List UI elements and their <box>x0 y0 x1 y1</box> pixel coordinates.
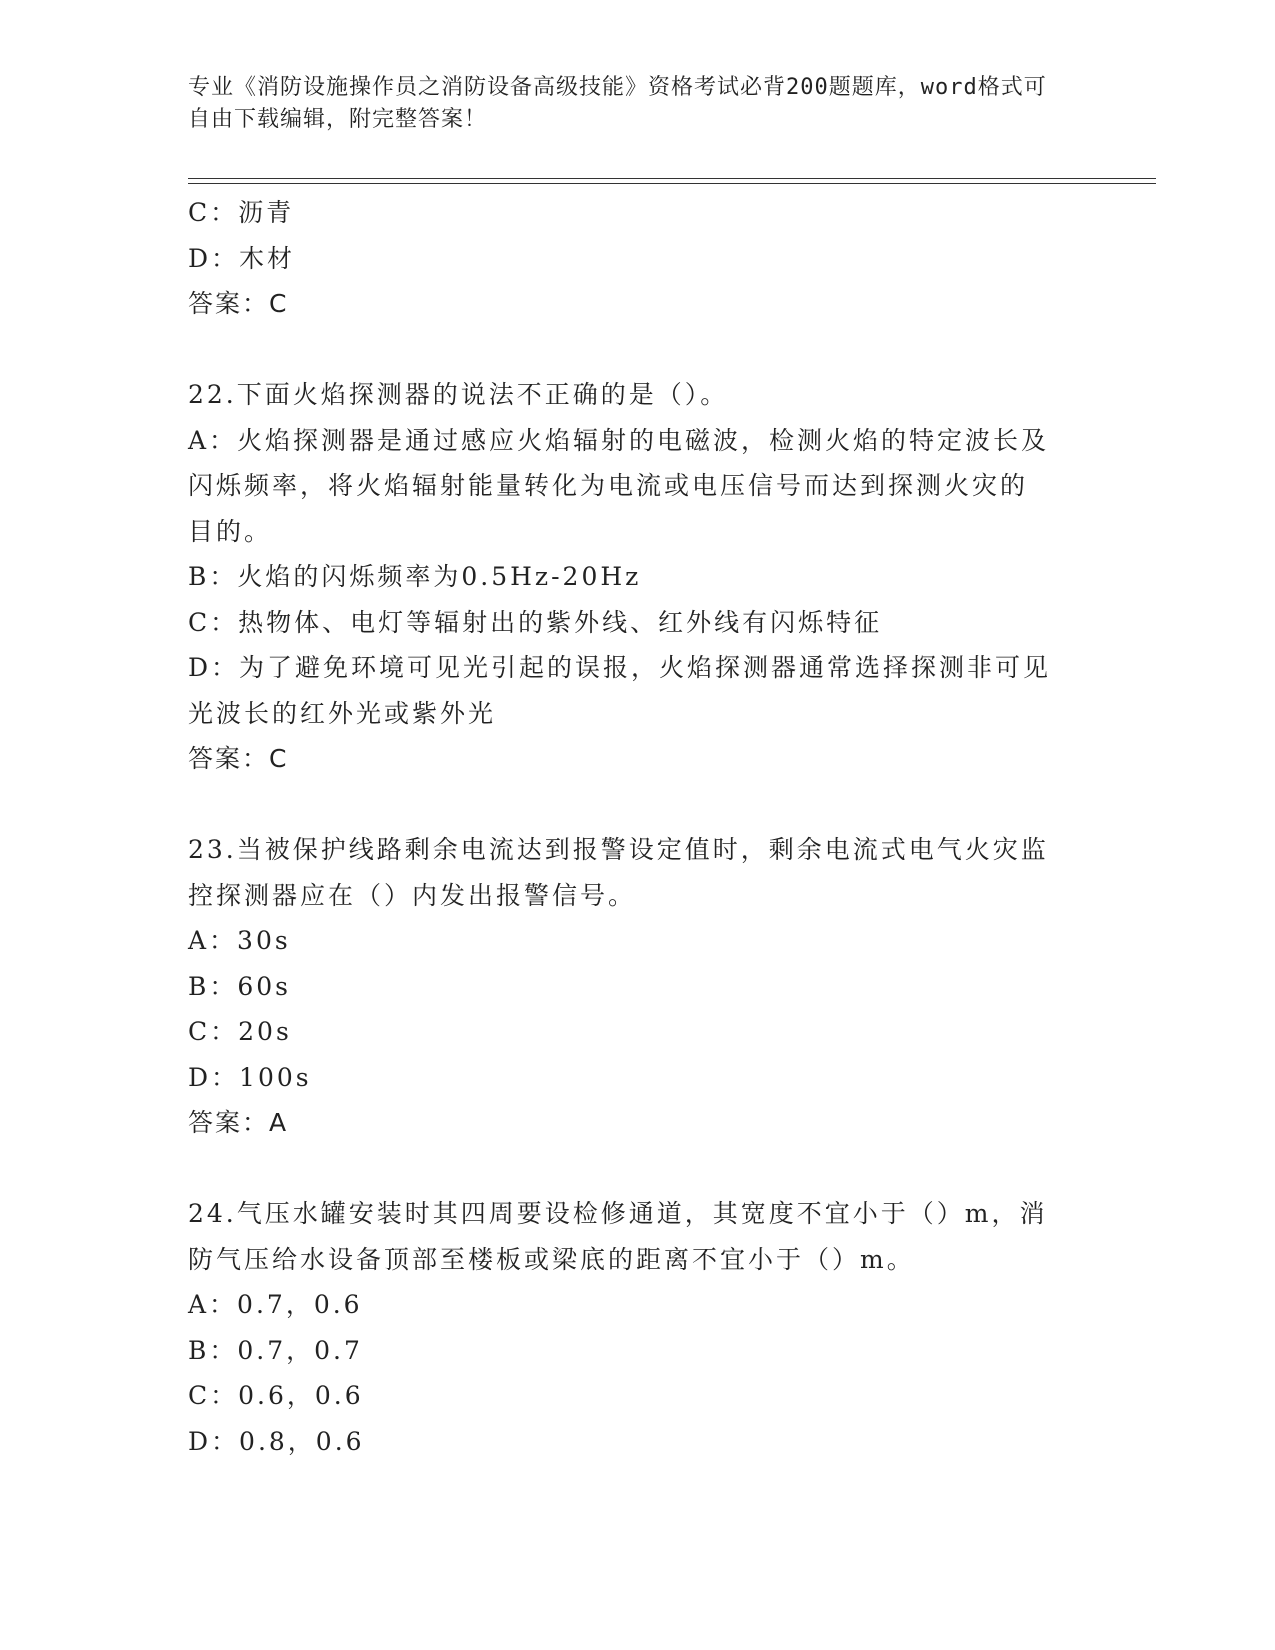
option-d: D：0.8，0.6 <box>188 1426 365 1456</box>
option-c: C：0.6，0.6 <box>188 1381 364 1410</box>
answer-label: 答案：C <box>188 289 289 318</box>
question-stem-line-1: 24.气压水罐安装时其四周要设检修通道，其宽度不宜小于（）m，消 <box>188 1199 1048 1228</box>
option-a-line-3: 目的。 <box>188 516 273 546</box>
question-stem-line-1: 23.当被保护线路剩余电流达到报警设定值时，剩余电流式电气火灾监 <box>188 835 1049 864</box>
option-d-line-1: D：为了避免环境可见光引起的误报，火焰探测器通常选择探测非可见 <box>188 653 1052 682</box>
page-header: 专业《消防设施操作员之消防设备高级技能》资格考试必背200题题库，word格式可自由下载编辑，附完整答案！ <box>188 75 1047 132</box>
option-d-line-2: 光波长的红外光或紫外光 <box>188 698 497 728</box>
spacer <box>188 1146 1088 1192</box>
question-24-block <box>188 1191 1088 1464</box>
answer-label: 答案：C <box>188 744 289 773</box>
question-stem-line-2: 防气压给水设备顶部至楼板或梁底的距离不宜小于（）m。 <box>188 1244 915 1274</box>
question-23-block <box>188 827 1088 1146</box>
option-a-line-2: 闪烁频率，将火焰辐射能量转化为电流或电压信号而达到探测火灾的 <box>188 471 1029 500</box>
option-b: B：60s <box>188 971 292 1001</box>
option-d: D：100s <box>188 1062 312 1092</box>
option-c: C：热物体、电灯等辐射出的紫外线、红外线有闪烁特征 <box>188 607 883 637</box>
spacer <box>188 327 1088 373</box>
option-c: C：沥青 <box>188 198 295 227</box>
option-c: C：20s <box>188 1017 292 1046</box>
option-d: D：木材 <box>188 243 296 273</box>
option-a: A：0.7，0.6 <box>188 1290 363 1319</box>
answer-label: 答案：A <box>188 1108 289 1137</box>
question-stem-line-2: 控探测器应在（）内发出报警信号。 <box>188 880 637 910</box>
spacer <box>188 782 1088 828</box>
prev-question-block <box>188 190 1088 327</box>
question-22-block <box>188 372 1088 782</box>
header-divider-bottom <box>188 183 1156 184</box>
option-a-line-1: A：火焰探测器是通过感应火焰辐射的电磁波，检测火焰的特定波长及 <box>188 425 1050 455</box>
question-content <box>188 190 1088 1464</box>
option-b: B：火焰的闪烁频率为0.5Hz-20Hz <box>188 562 642 591</box>
question-stem: 22.下面火焰探测器的说法不正确的是（）。 <box>188 380 729 409</box>
header-divider-top <box>188 178 1156 179</box>
option-b: B：0.7，0.7 <box>188 1335 363 1365</box>
option-a: A：30s <box>188 926 291 955</box>
